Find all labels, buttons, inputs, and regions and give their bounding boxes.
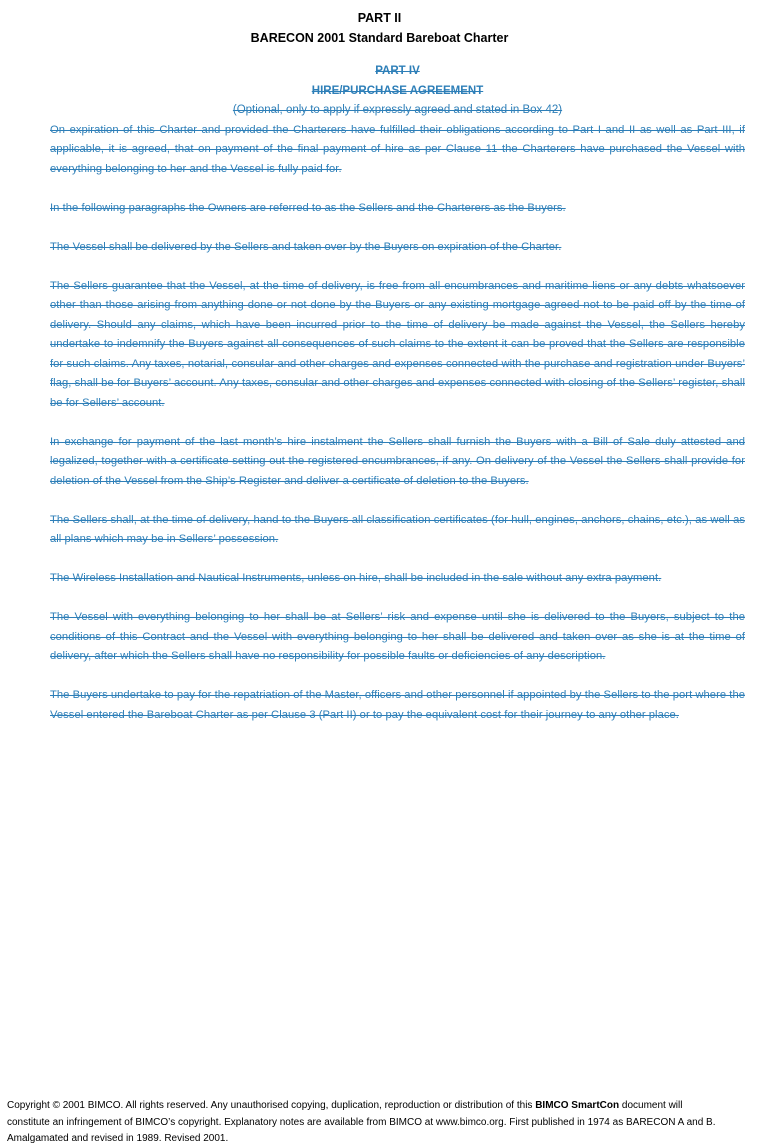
footer-text-end: document will constitute an infringement of BIMCO’s copyright. Explanatory notes are available from BIMCO at www.bimco.org. First published in 1974 as BARECON A and B. Amalgamated and revised in 1989. Revised 2001. — [7, 1100, 716, 1144]
copyright-footer — [7, 1098, 727, 1148]
paragraph-delivery: The Vessel shall be delivered by the Sellers and taken over by the Buyers on expiration of the Charter. — [50, 240, 562, 253]
paragraph-certificates: The Sellers shall, at the time of delivery, hand to the Buyers all classification certificates (for hull, engines, anchors, chains, etc.), as well as all plans which may be in Sellers’ possession. — [50, 513, 745, 545]
paragraph-wireless: The Wireless Installation and Nautical Instruments, unless on hire, shall be included in the sale without any extra payment. — [50, 572, 662, 584]
document-title: BARECON 2001 Standard Bareboat Charter — [250, 31, 509, 45]
part-label: PART II — [357, 11, 402, 25]
document-header — [0, 8, 759, 48]
part-iv-heading: PART IV — [375, 65, 420, 77]
paragraph-guarantee: The Sellers guarantee that the Vessel, at the time of delivery, is free from all encumbrances and maritime liens or any debts whatsoever other than those arising from anything done or not done by the Buyers or any existing mortgage agreed not to be paid off by the time of delivery. Should any claims, which have been incurred prior to the time of delivery be made against the Vessel, the Sellers hereby undertake to indemnify the Buyers against all consequences of such claims to the extent it can be proved that the Sellers are responsible for such claims. Any taxes, notarial, consular and other charges and expenses connected with the purchase and registration under Buyers’ flag, shall be for Buyers’ account. Any taxes, consular and other charges and expenses connected with closing of the Sellers’ register, shall be for Sellers’ account. — [50, 279, 745, 409]
paragraph-bill-of-sale: In exchange for payment of the last month’s hire instalment the Sellers shall furnish the Buyers with a Bill of Sale duly attested and legalized, together with a certificate setting out the registered encumbrances, if any. On delivery of the Vessel the Sellers shall provide for deletion of the Vessel from the Ship’s Register and deliver a certificate of deletion to the Buyers. — [50, 435, 745, 487]
optional-note: (Optional, only to apply if expressly agreed and stated in Box 42) — [232, 104, 563, 116]
paragraph-expiration: On expiration of this Charter and provided the Charterers have fulfilled their obligations according to Part I and II as well as Part III, if applicable, it is agreed, that on payment of the final payment of hire as per Clause 11 the Charterers have purchased the Vessel with everything belonging to her and the Vessel is fully paid for. — [50, 123, 745, 175]
footer-brand: BIMCO SmartCon — [535, 1100, 620, 1111]
paragraph-definitions: In the following paragraphs the Owners are referred to as the Sellers and the Charterers as the Buyers. — [50, 201, 566, 214]
paragraph-risk: The Vessel with everything belonging to her shall be at Sellers’ risk and expense until she is delivered to the Buyers, subject to the conditions of this Contract and the Vessel with everything belonging to her shall be delivered and taken over as she is at the time of delivery, after which the Sellers shall have no responsibility for possible faults or deficiencies of any description. — [50, 611, 745, 662]
paragraph-repatriation: The Buyers undertake to pay for the repatriation of the Master, officers and other personnel if appointed by the Sellers to the port where the Vessel entered the Bareboat Charter as per Clause 3 (Part II) or to pay the equivalent cost for their journey to any other place. — [50, 689, 745, 721]
footer-text-start: Copyright © 2001 BIMCO. All rights reserved. Any unauthorised copying, duplication, reproduction or distribution of this — [7, 1100, 536, 1111]
hire-purchase-heading: HIRE/PURCHASE AGREEMENT — [311, 84, 484, 97]
part-iv-section — [50, 62, 745, 745]
